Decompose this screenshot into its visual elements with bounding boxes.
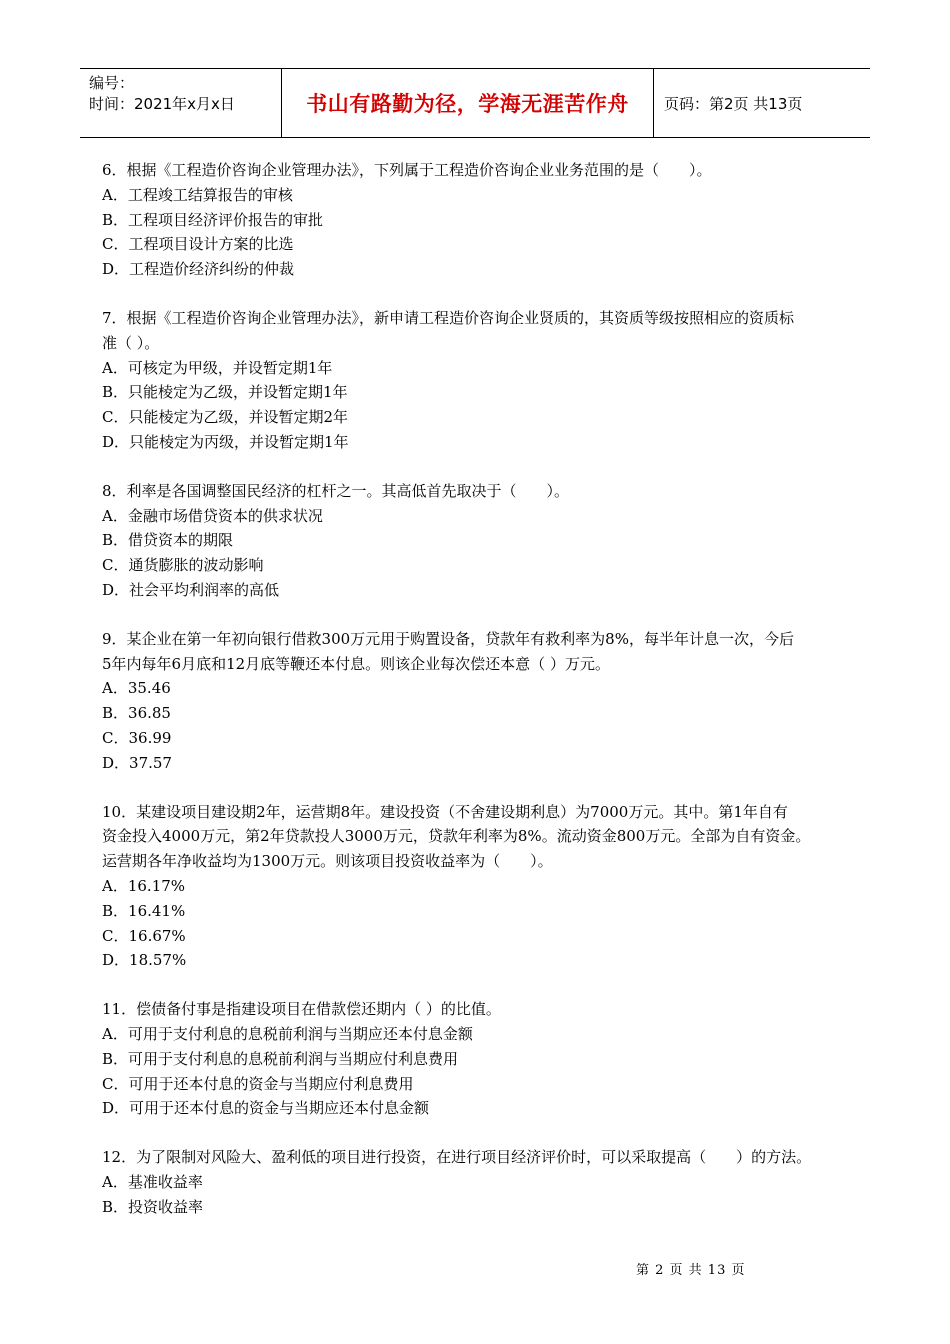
answer-option: C．通货膨胀的波动影响 <box>102 556 264 575</box>
answer-option: B．工程项目经济评价报告的审批 <box>102 210 324 229</box>
answer-option: A．可用于支付利息的息税前利润与当期应还本付息金额 <box>102 1024 473 1043</box>
page-header <box>80 68 870 138</box>
answer-option: C．可用于还本付息的资金与当期应付利息费用 <box>102 1074 414 1093</box>
question-block <box>102 1145 892 1219</box>
question-stem: 11．偿债备付事是指建设项目在借款偿还期内（ ）的比值。 <box>102 1000 501 1019</box>
page-footer: 第 2 页 共 13 页 <box>636 1263 746 1278</box>
answer-option: B．36.85 <box>102 704 171 723</box>
answer-option: B．投资收益率 <box>102 1197 204 1216</box>
question-stem: 6．根据《工程造价咨询企业管理办法》，下列属于工程造价咨询企业业务范围的是（ ）。 <box>102 161 712 179</box>
answer-option: A．基准收益率 <box>102 1172 203 1191</box>
answer-option: D．只能棱定为丙级，并设暂定期1年 <box>102 432 349 451</box>
answer-option: A．16.17% <box>102 876 186 895</box>
question-stem: 5年内每年6月底和12月底等鞭还本付息。则该企业每次偿还本意（ ）万元。 <box>102 654 610 673</box>
answer-option: C．16.67% <box>102 926 186 945</box>
question-stem: 12．为了限制对风险大、盈利低的项目进行投资，在进行项目经济评价时，可以采取提高（ ）的方法。 <box>102 1148 812 1167</box>
header-meta <box>80 69 282 137</box>
answer-option: D．37.57 <box>102 753 172 772</box>
question-list <box>102 158 892 1243</box>
question-stem: 10．某建设项目建设期2年，运营期8年。建设投资（不舍建设期利息）为7000万元。其中。第1年自有 <box>102 802 788 821</box>
answer-option: C．工程项目设计方案的比选 <box>102 235 294 254</box>
document-number-label: 编号： <box>89 74 135 92</box>
answer-option: D．18.57% <box>102 951 187 970</box>
question-stem: 运营期各年净收益均为1300万元。则该项目投资收益率为（ ）。 <box>102 852 553 871</box>
answer-option: D．可用于还本付息的资金与当期应还本付息金额 <box>102 1099 430 1118</box>
answer-option: C．只能棱定为乙级，并设暂定期2年 <box>102 408 349 427</box>
answer-option: D．社会平均利润率的高低 <box>102 580 280 599</box>
answer-option: B．借贷资本的期限 <box>102 531 234 550</box>
answer-option: C．36.99 <box>102 728 172 747</box>
question-block <box>102 627 892 776</box>
question-block <box>102 306 892 455</box>
answer-option: A．35.46 <box>102 679 171 698</box>
header-page-info: 页码：第2页 共13页 <box>664 94 803 113</box>
question-stem: 9．某企业在第一年初向银行借救300万元用于购置设备，贷款年有救利率为8%，每半年计息一次，今后 <box>102 629 794 648</box>
answer-option: B．16.41% <box>102 901 186 920</box>
question-stem: 准（ ）。 <box>102 333 160 352</box>
question-block <box>102 800 892 974</box>
question-block <box>102 997 892 1121</box>
question-block <box>102 479 892 603</box>
question-stem: 8．利率是各国调整国民经济的杠杆之一。其高低首先取决于（ ）。 <box>102 481 570 500</box>
answer-option: B．只能棱定为乙级，并设暂定期1年 <box>102 383 348 402</box>
question-block <box>102 158 892 282</box>
answer-option: D．工程造价经济纠纷的仲裁 <box>102 260 295 279</box>
question-stem: 7．根据《工程造价咨询企业管理办法》，新申请工程造价咨询企业贤质的，其资质等级按照相应的资质标 <box>102 308 795 327</box>
question-stem: 资金投入4000万元，第2年贷款投人3000万元，贷款年利率为8%。流动资金800万元。全部为自有资金。 <box>102 827 811 846</box>
document-date-label: 时间：2021年x月x日 <box>89 95 235 113</box>
answer-option: A．金融市场借贷资本的供求状况 <box>102 506 323 525</box>
answer-option: B．可用于支付利息的息税前利润与当期应付利息费用 <box>102 1049 459 1068</box>
header-motto: 书山有路勤为径，学海无涯苦作舟 <box>282 69 654 137</box>
answer-option: A．工程竣工结算报告的审核 <box>102 185 293 204</box>
answer-option: A．可核定为甲级，并设暂定期1年 <box>102 358 333 377</box>
